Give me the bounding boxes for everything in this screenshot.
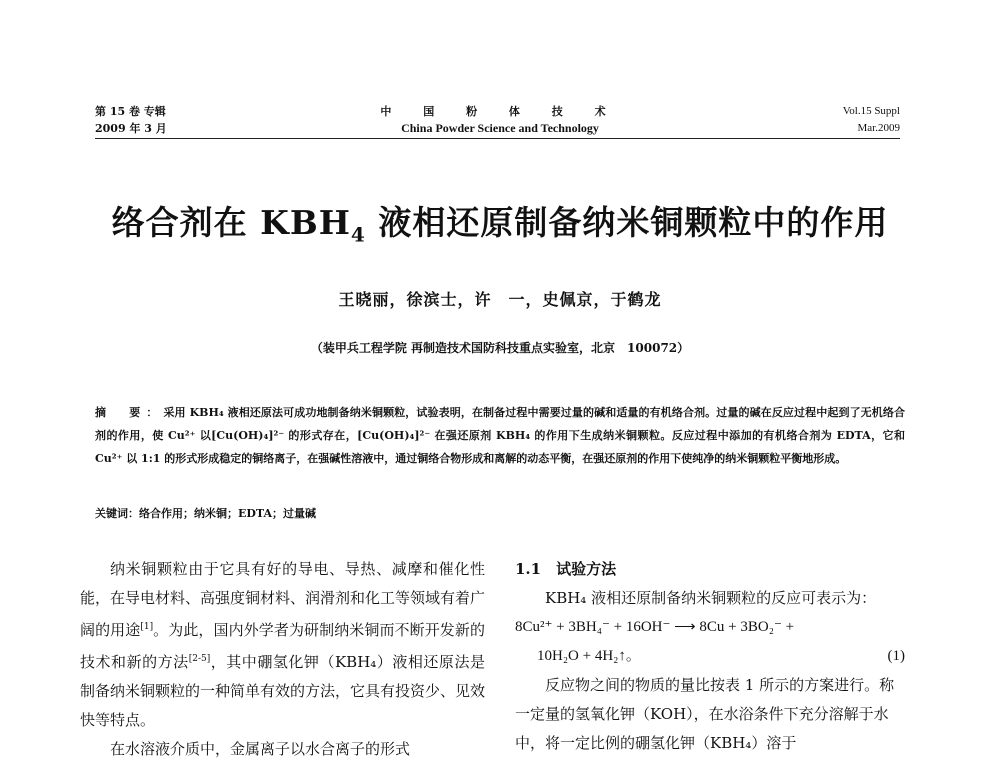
abstract-label: 摘 要： <box>95 406 164 419</box>
volume-cn: 第 15 卷 专辑 <box>95 105 166 118</box>
equation-line-2 <box>515 642 905 671</box>
intro-text-1: 纳米铜颗粒由于它具有好的导电、导热、减摩和催化性能，在导电材料、高强度铜材料、润滑剂和化工等领域有着广阔的用途 <box>80 560 486 639</box>
right-column <box>515 555 905 758</box>
running-header-right <box>843 103 900 137</box>
abstract-text: 采用 KBH₄ 液相还原法可成功地制备纳米铜颗粒，试验表明，在制备过程中需要过量的碱和适量的有机络合剂。过量的碱在反应过程中起到了无机络合剂的作用，使 Cu²⁺ 以[Cu(OH)₄]²⁻ 的形式存在，[Cu(OH)₄]²⁻ 在强还原剂 KBH₄ 的作用下生成纳米铜颗粒。反应过程中添加的有机络合剂为 EDTA，它和 Cu²⁺ 以 1:1 的形式形成稳定的铜络离子，在强碱性溶液中，通过铜络合物形成和离解的动态平衡，在强还原剂的作用下使纯净的纳米铜颗粒平衡地形成。 <box>95 406 905 465</box>
header-rule <box>95 138 900 139</box>
affiliation: （装甲兵工程学院 再制造技术国防科技重点实验室，北京 100072） <box>310 341 690 355</box>
citation-1: [1] <box>140 622 154 632</box>
method-paragraph-2: 反应物之间的物质的量比按表 1 所示的方案进行。称一定量的氢氧化钾（KOH），在水浴条件下充分溶解于水中，将一定比例的硼氢化钾（KBH₄）溶于 <box>515 676 895 752</box>
keywords-text: 络合作用；纳米铜；EDTA；过量碱 <box>139 507 317 520</box>
title-subscript: 4 <box>350 222 366 247</box>
running-header-center <box>360 103 640 137</box>
journal-name-cn: 中 国 粉 体 技 术 <box>380 105 620 118</box>
date-en: Mar.2009 <box>857 122 900 134</box>
left-column <box>80 555 485 764</box>
section-heading: 1.1 试验方法 <box>515 560 617 578</box>
title-post: 液相还原制备纳米铜颗粒中的作用 <box>365 203 889 242</box>
date-cn: 2009 年 3 月 <box>95 122 167 135</box>
volume-en: Vol.15 Suppl <box>842 105 900 117</box>
running-header-left <box>95 103 167 137</box>
abstract <box>95 401 905 470</box>
equation-line-2-text: 10H₂O + 4H₂↑。 <box>537 648 641 664</box>
intro-text-3: ，其中硼氢化钾（KBH₄）液相还原法是制备纳米铜颗粒的一种简单有效的方法，它具有投资少、见效快等特点。 <box>80 653 486 729</box>
journal-name-en: China Powder Science and Technology <box>401 121 599 135</box>
citation-2: [2-5] <box>188 654 211 664</box>
paper-title <box>0 197 1000 247</box>
method-paragraph-1: KBH₄ 液相还原制备纳米铜颗粒的反应可表示为： <box>545 589 877 607</box>
equation-number: (1) <box>887 648 905 664</box>
keywords <box>95 505 316 521</box>
title-pre: 络合剂在 KBH <box>111 203 351 242</box>
authors: 王晓丽，徐滨士，许 一，史佩京，于鹤龙 <box>338 290 662 309</box>
keywords-label: 关键词： <box>95 507 139 520</box>
intro-text-2: 。为此，国内外学者为研制纳米铜而不断开发新的技术和新的方法 <box>80 621 485 671</box>
intro-paragraph-2: 在水溶液介质中，金属离子以水合离子的形式 <box>110 740 411 758</box>
intro-paragraph-1 <box>80 555 485 735</box>
equation-line-1: 8Cu²⁺ + 3BH₄⁻ + 16OH⁻ ⟶ 8Cu + 3BO₂⁻ + <box>515 619 795 635</box>
